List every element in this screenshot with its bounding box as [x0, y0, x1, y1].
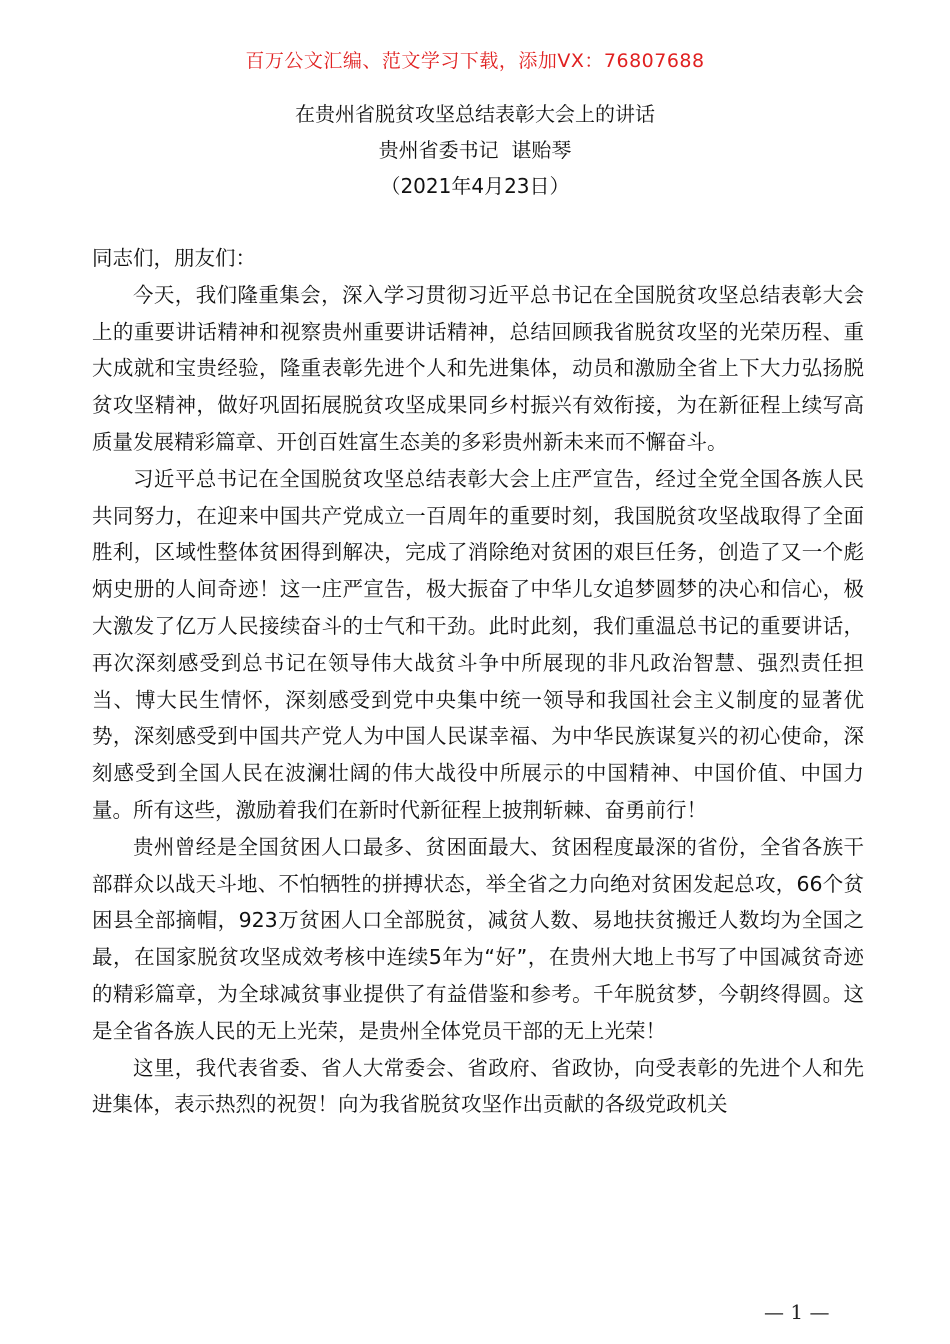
speech-author: 贵州省委书记 谌贻琴: [378, 138, 572, 162]
speech-body: [92, 240, 864, 1123]
speech-title: 在贵州省脱贫攻坚总结表彰大会上的讲话: [295, 102, 655, 126]
watermark-banner: 百万公文汇编、范文学习下载，添加VX：76807688: [245, 50, 705, 72]
page-number: — 1 —: [764, 1300, 830, 1324]
paragraph: 贵州曾经是全国贫困人口最多、贫困面最大、贫困程度最深的省份，全省各族干部群众以战天斗地、不怕牺牲的拼搏状态，举全省之力向绝对贫困发起总攻，66个贫困县全部摘帽，923万贫困人口全部脱贫，减贫人数、易地扶贫搬迁人数均为全国之最，在国家脱贫攻坚成效考核中连续5年为“好”，在贵州大地上书写了中国减贫奇迹的精彩篇章，为全球减贫事业提供了有益借鉴和参考。千年脱贫梦，今朝终得圆。这是全省各族人民的无上光荣，是贵州全体党员干部的无上光荣！: [92, 834, 864, 1043]
paragraph: 今天，我们隆重集会，深入学习贯彻习近平总书记在全国脱贫攻坚总结表彰大会上的重要讲话精神和视察贵州重要讲话精神，总结回顾我省脱贫攻坚的光荣历程、重大成就和宝贵经验，隆重表彰先进个人和先进集体，动员和激励全省上下大力弘扬脱贫攻坚精神，做好巩固拓展脱贫攻坚成果同乡村振兴有效衔接，为在新征程上续写高质量发展精彩篇章、开创百姓富生态美的多彩贵州新未来而不懈奋斗。: [92, 282, 864, 454]
salutation: 同志们，朋友们：: [92, 246, 256, 270]
header-block: [0, 96, 950, 204]
paragraph: 这里，我代表省委、省人大常委会、省政府、省政协，向受表彰的先进个人和先进集体，表示热烈的祝贺！向为我省脱贫攻坚作出贡献的各级党政机关: [92, 1055, 864, 1117]
speech-date: （2021年4月23日）: [380, 174, 570, 198]
paragraph: 习近平总书记在全国脱贫攻坚总结表彰大会上庄严宣告，经过全党全国各族人民共同努力，在迎来中国共产党成立一百周年的重要时刻，我国脱贫攻坚战取得了全面胜利，区域性整体贫困得到解决，完成了消除绝对贫困的艰巨任务，创造了又一个彪炳史册的人间奇迹！这一庄严宣告，极大振奋了中华儿女追梦圆梦的决心和信心，极大激发了亿万人民接续奋斗的士气和干劲。此时此刻，我们重温总书记的重要讲话，再次深刻感受到总书记在领导伟大战贫斗争中所展现的非凡政治智慧、强烈责任担当、博大民生情怀，深刻感受到党中央集中统一领导和我国社会主义制度的显著优势，深刻感受到中国共产党人为中国人民谋幸福、为中华民族谋复兴的初心使命，深刻感受到全国人民在波澜壮阔的伟大战役中所展示的中国精神、中国价值、中国力量。所有这些，激励着我们在新时代新征程上披荆斩棘、奋勇前行！: [92, 466, 864, 822]
